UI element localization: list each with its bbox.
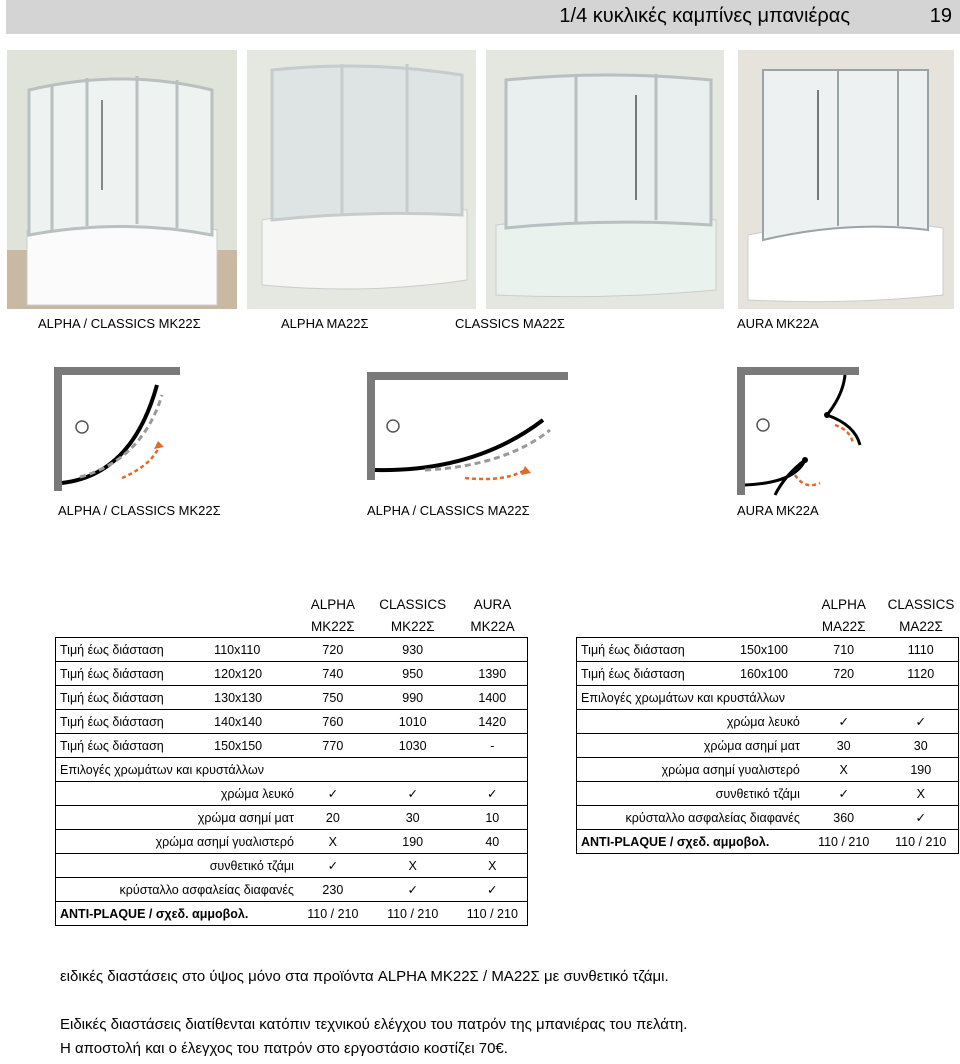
- note-pattern-cost: Η αποστολή και ο έλεγχος του πατρόν στο εργοστάσιο κοστίζει 70€.: [60, 1040, 508, 1057]
- row-size: 130x130: [210, 686, 298, 710]
- options-title: Επιλογές χρωμάτων και κρυστάλλων: [577, 686, 959, 710]
- table-row: [56, 638, 528, 662]
- column-header: MK22Σ: [390, 618, 435, 634]
- table-row: [56, 830, 528, 854]
- spec-table-ma: [576, 593, 959, 854]
- table-row: [56, 806, 528, 830]
- column-header: ALPHA: [310, 596, 355, 612]
- table-cell: 1030: [368, 734, 458, 758]
- options-title-row: [577, 686, 959, 710]
- table-cell: X: [458, 854, 528, 878]
- diagram-caption: ALPHA / CLASSICS MK22Σ: [58, 503, 221, 518]
- option-label: χρώμα ασημί γυαλιστερό: [56, 830, 298, 854]
- table-cell: 720: [804, 662, 884, 686]
- product-photo-classics-ma22s: [486, 50, 724, 309]
- table-cell: ✓: [298, 854, 368, 878]
- table-cell: ✓: [458, 782, 528, 806]
- table-cell: [458, 638, 528, 662]
- footer-label: ANTI-PLAQUE / σχεδ. αμμοβολ.: [577, 830, 804, 854]
- table-cell: 360: [804, 806, 884, 830]
- table-row: [577, 806, 959, 830]
- note-special-dimensions: Ειδικές διαστάσεις διατίθενται κατόπιν τεχνικού ελέγχου του πατρόν της μπανιέρας του πελάτη.: [60, 1016, 688, 1033]
- table-cell: 1110: [883, 638, 958, 662]
- table-cell: 20: [298, 806, 368, 830]
- column-header: ALPHA: [821, 596, 866, 612]
- table-cell: 950: [368, 662, 458, 686]
- page-number: 19: [929, 5, 952, 27]
- column-header: CLASSICS: [887, 596, 955, 612]
- column-header: MA22Σ: [821, 618, 866, 634]
- table-cell: X: [804, 758, 884, 782]
- row-label: Τιμή έως διάσταση: [56, 662, 211, 686]
- table-row: [56, 686, 528, 710]
- table-cell: -: [458, 734, 528, 758]
- table-cell: ✓: [883, 710, 958, 734]
- options-title-row: [56, 758, 528, 782]
- table-cell: 1390: [458, 662, 528, 686]
- table-cell: ✓: [368, 878, 458, 902]
- note-special-heights: ειδικές διαστάσεις στο ύψος μόνο στα προϊόντα ALPHA MK22Σ / MA22Σ με συνθετικό τζάμι.: [60, 968, 669, 985]
- diagram-alpha-classics-ma22s: [365, 370, 570, 490]
- table-cell: ✓: [368, 782, 458, 806]
- table-row: [577, 734, 959, 758]
- table-row: [56, 878, 528, 902]
- table-cell: ✓: [458, 878, 528, 902]
- product-photo-alpha-classics-mk22s: [7, 50, 237, 309]
- table-cell: ✓: [298, 782, 368, 806]
- table-cell: 190: [883, 758, 958, 782]
- table-row: [577, 758, 959, 782]
- option-label: χρώμα λευκό: [56, 782, 298, 806]
- column-header: MK22Σ: [311, 618, 355, 634]
- table-cell: X: [368, 854, 458, 878]
- table-row: [56, 710, 528, 734]
- row-label: Τιμή έως διάσταση: [577, 662, 737, 686]
- table-row: [577, 662, 959, 686]
- table-cell: 740: [298, 662, 368, 686]
- table-cell: 190: [368, 830, 458, 854]
- table-cell: ✓: [804, 782, 884, 806]
- table-cell: 230: [298, 878, 368, 902]
- table-cell: 30: [368, 806, 458, 830]
- option-label: κρύσταλλο ασφαλείας διαφανές: [56, 878, 298, 902]
- row-size: 110x110: [210, 638, 298, 662]
- table-row: [56, 782, 528, 806]
- table-cell: X: [298, 830, 368, 854]
- table-row: [577, 710, 959, 734]
- column-header: MA22Σ: [899, 618, 943, 634]
- option-label: κρύσταλλο ασφαλείας διαφανές: [577, 806, 804, 830]
- photo-caption: ALPHA / CLASSICS MK22Σ: [38, 316, 201, 331]
- table-row: [56, 734, 528, 758]
- option-label: συνθετικό τζάμι: [56, 854, 298, 878]
- table-cell: 760: [298, 710, 368, 734]
- page-header: [6, 0, 960, 34]
- diagram-caption: ALPHA / CLASSICS MA22Σ: [367, 503, 530, 518]
- table-cell: 990: [368, 686, 458, 710]
- table-cell: ✓: [804, 710, 884, 734]
- table-cell: 40: [458, 830, 528, 854]
- table-cell: 1420: [458, 710, 528, 734]
- table-cell: 110 / 210: [298, 902, 368, 926]
- table-cell: 710: [804, 638, 884, 662]
- option-label: χρώμα ασημί ματ: [577, 734, 804, 758]
- table-row: [577, 830, 959, 854]
- column-header: AURA: [473, 596, 512, 612]
- row-size: 120x120: [210, 662, 298, 686]
- page-title: 1/4 κυκλικές καμπίνες μπανιέρας: [559, 5, 850, 27]
- row-label: Τιμή έως διάσταση: [577, 638, 737, 662]
- row-label: Τιμή έως διάσταση: [56, 638, 211, 662]
- table-cell: 720: [298, 638, 368, 662]
- table-cell: 1010: [368, 710, 458, 734]
- row-size: 150x100: [736, 638, 804, 662]
- table-cell: 10: [458, 806, 528, 830]
- table-row: [56, 662, 528, 686]
- option-label: χρώμα ασημί γυαλιστερό: [577, 758, 804, 782]
- table-cell: 1400: [458, 686, 528, 710]
- row-size: 160x100: [736, 662, 804, 686]
- photo-caption: AURA MK22A: [737, 316, 819, 331]
- table-cell: 1120: [883, 662, 958, 686]
- options-title: Επιλογές χρωμάτων και κρυστάλλων: [56, 758, 528, 782]
- table-cell: 30: [883, 734, 958, 758]
- row-label: Τιμή έως διάσταση: [56, 710, 211, 734]
- table-cell: 930: [368, 638, 458, 662]
- table-cell: 110 / 210: [368, 902, 458, 926]
- footer-label: ANTI-PLAQUE / σχεδ. αμμοβολ.: [56, 902, 298, 926]
- product-photo-alpha-ma22s: [247, 50, 476, 309]
- table-row: [577, 782, 959, 806]
- diagram-caption: AURA MK22A: [737, 503, 819, 518]
- table-cell: 110 / 210: [458, 902, 528, 926]
- table-cell: 770: [298, 734, 368, 758]
- table-cell: 110 / 210: [804, 830, 884, 854]
- photo-caption: ALPHA MA22Σ: [281, 316, 369, 331]
- table-cell: ✓: [883, 806, 958, 830]
- row-size: 140x140: [210, 710, 298, 734]
- table-cell: 750: [298, 686, 368, 710]
- row-size: 150x150: [210, 734, 298, 758]
- table-cell: 110 / 210: [883, 830, 958, 854]
- photo-caption: CLASSICS MA22Σ: [455, 316, 565, 331]
- spec-table-mk: [55, 593, 528, 926]
- option-label: χρώμα λευκό: [577, 710, 804, 734]
- row-label: Τιμή έως διάσταση: [56, 734, 211, 758]
- table-row: [577, 638, 959, 662]
- table-row: [56, 854, 528, 878]
- row-label: Τιμή έως διάσταση: [56, 686, 211, 710]
- diagram-aura-mk22a: [735, 365, 865, 500]
- column-header: MK22A: [470, 618, 515, 634]
- option-label: χρώμα ασημί ματ: [56, 806, 298, 830]
- table-cell: X: [883, 782, 958, 806]
- product-photo-aura-mk22a: [738, 50, 954, 309]
- option-label: συνθετικό τζάμι: [577, 782, 804, 806]
- column-header: CLASSICS: [379, 596, 447, 612]
- table-row: [56, 902, 528, 926]
- diagram-alpha-classics-mk22s: [52, 365, 182, 495]
- table-cell: 30: [804, 734, 884, 758]
